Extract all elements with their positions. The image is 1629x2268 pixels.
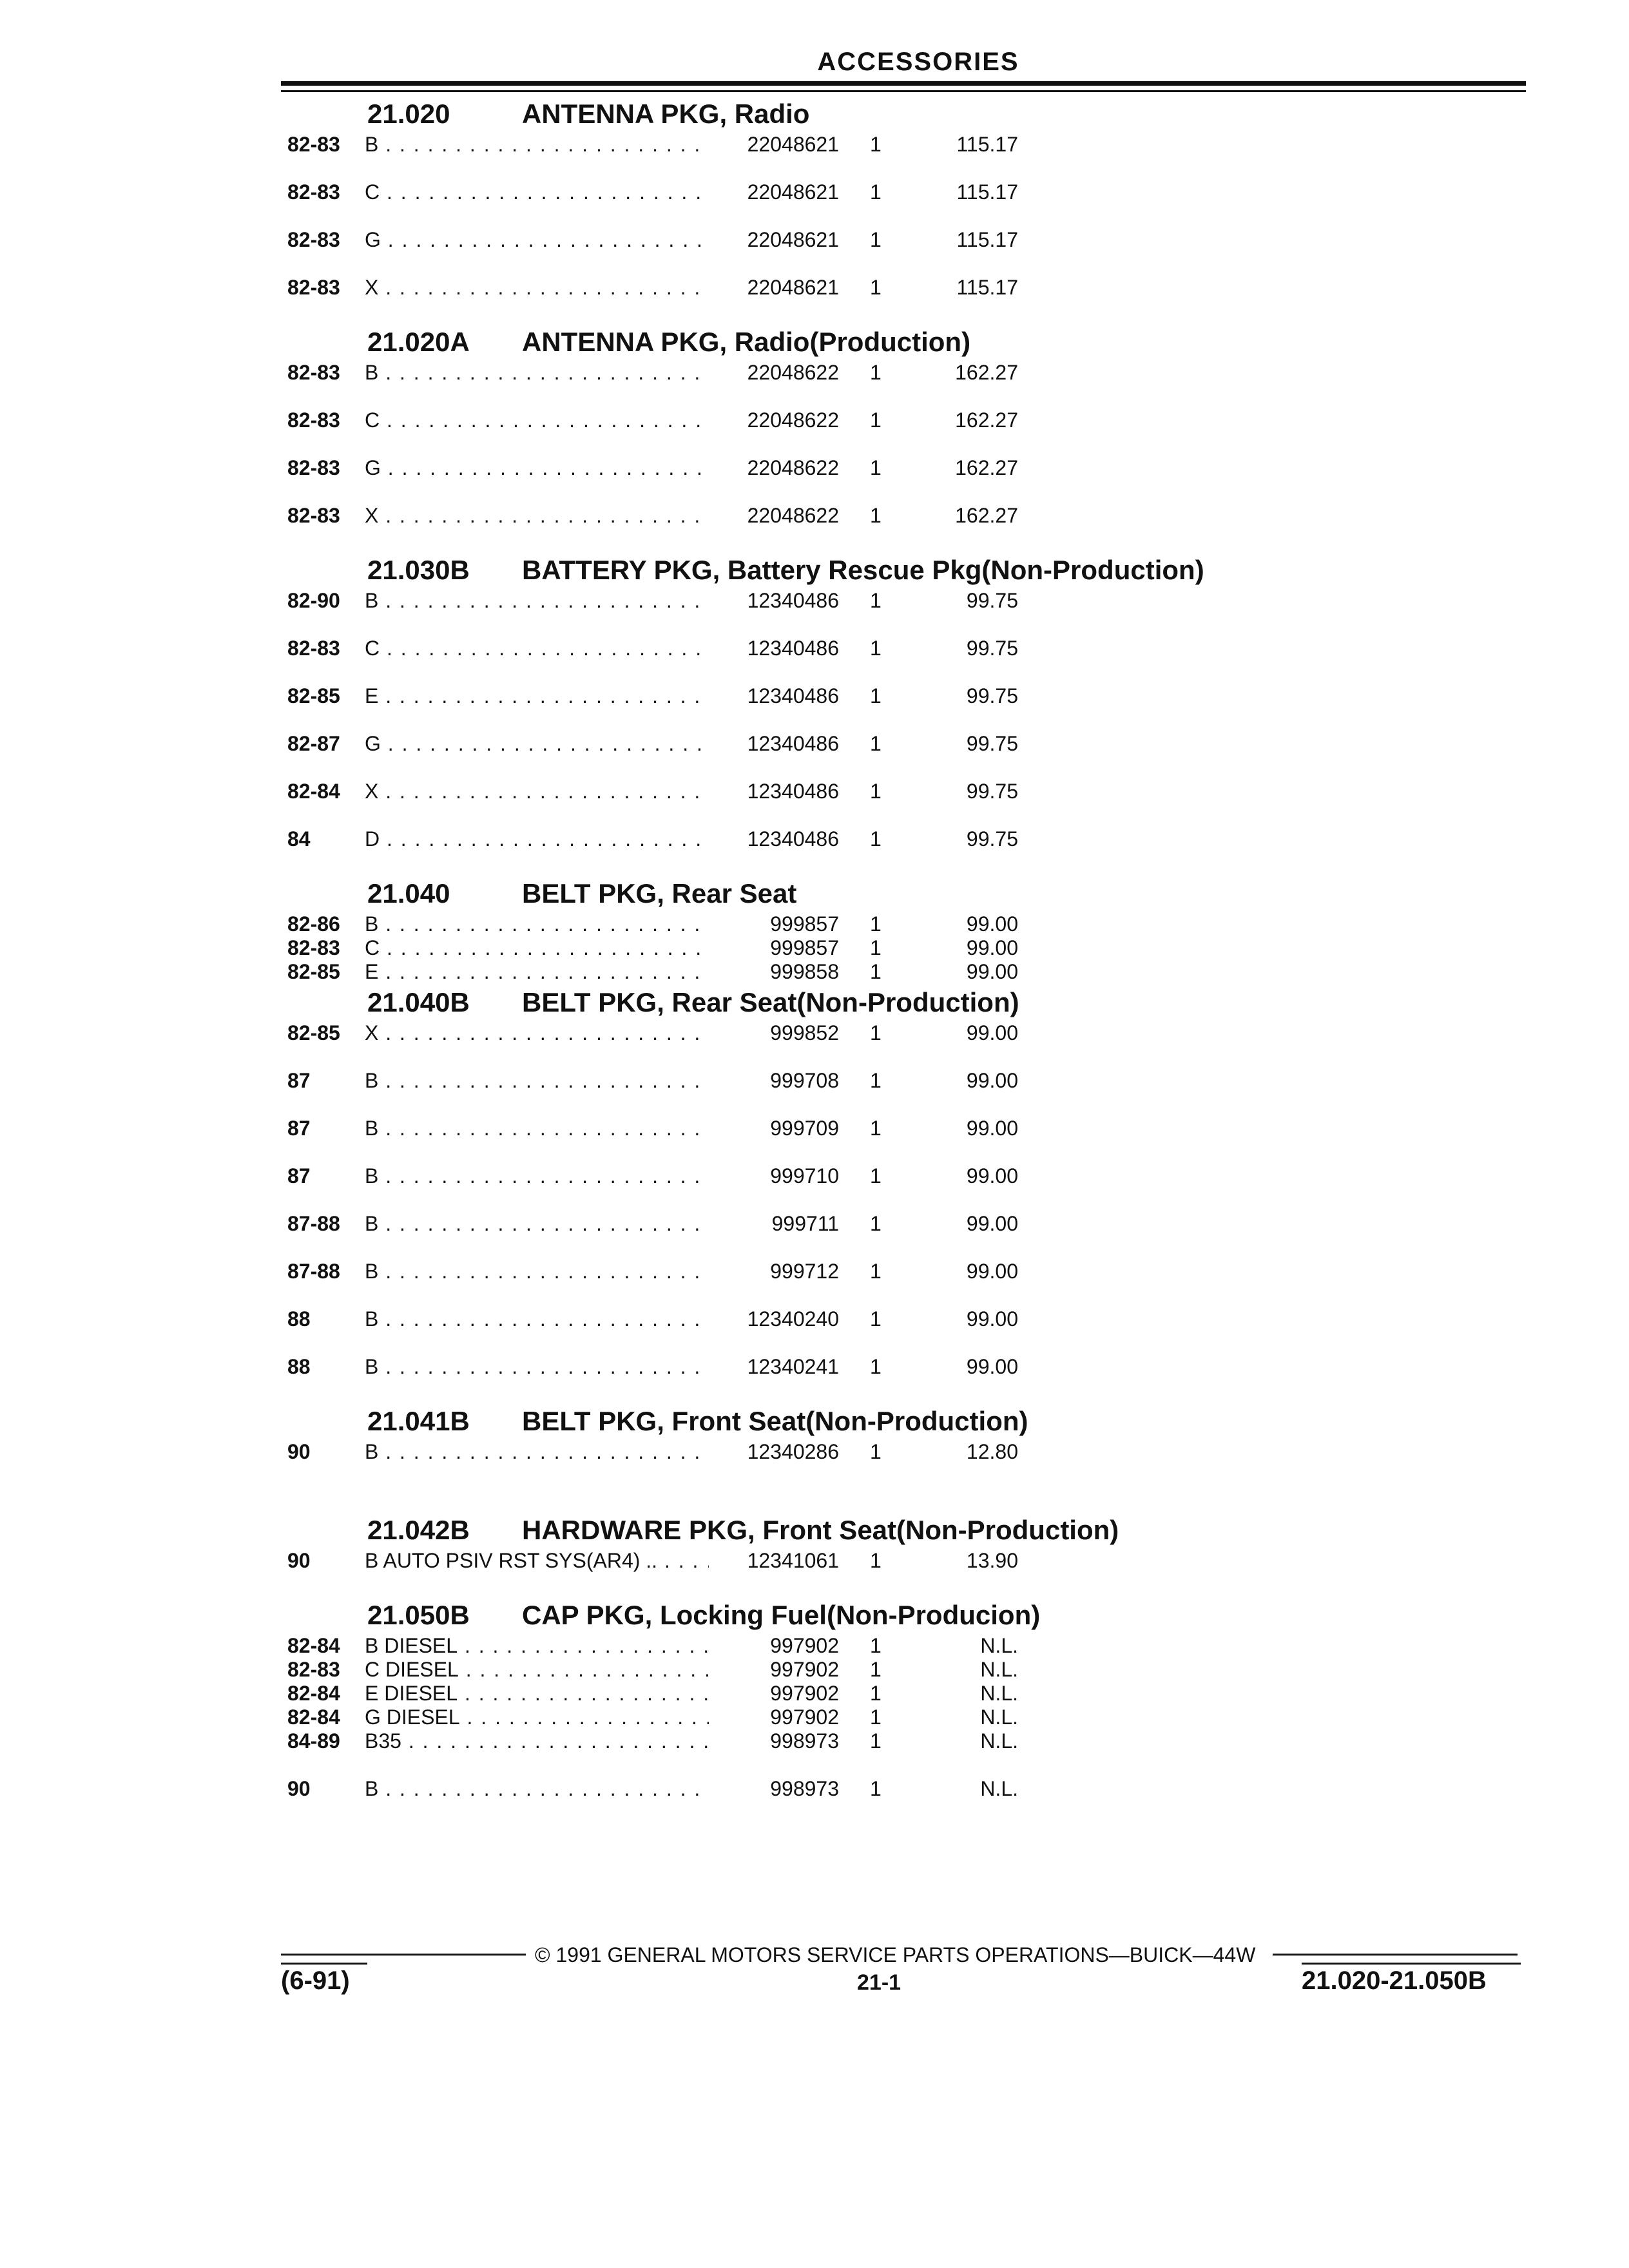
model-year: 82-87 (287, 732, 340, 755)
price: 99.75 (966, 780, 1018, 803)
table-row (0, 228, 1629, 276)
model-year: 87-88 (287, 1260, 340, 1283)
model-code: B . . . (365, 1777, 713, 1800)
section-title: ANTENNA PKG, Radio(Production) (522, 327, 971, 357)
model-year: 82-85 (287, 1021, 340, 1044)
quantity: 1 (870, 1260, 882, 1283)
table-row (0, 936, 1629, 960)
part-number: 22048622 (709, 408, 839, 432)
quantity: 1 (870, 1355, 882, 1378)
model-year: 82-84 (287, 1706, 340, 1729)
table-row (0, 504, 1629, 552)
footer-rule-left (281, 1954, 526, 1956)
model-code: C . . . (365, 936, 713, 959)
part-number: 12340486 (709, 732, 839, 755)
quantity: 1 (870, 1682, 882, 1705)
model-code: C . . . (365, 180, 713, 204)
model-code: C . . . (365, 637, 713, 660)
price: 99.00 (966, 1260, 1018, 1283)
quantity: 1 (870, 228, 882, 251)
quantity: 1 (870, 1069, 882, 1092)
part-number: 999710 (709, 1164, 839, 1187)
header-rule (281, 81, 1526, 86)
footer-underline-left (281, 1963, 367, 1965)
part-number: 12340486 (709, 684, 839, 707)
table-row (0, 637, 1629, 684)
part-number: 22048621 (709, 180, 839, 204)
quantity: 1 (870, 1021, 882, 1044)
price: 115.17 (956, 180, 1018, 204)
table-row (0, 1729, 1629, 1777)
price: 99.75 (966, 732, 1018, 755)
price: 162.27 (955, 408, 1018, 432)
part-number: 12340286 (709, 1440, 839, 1463)
model-code: G . . . (365, 732, 713, 755)
section-heading (367, 326, 970, 358)
model-year: 82-83 (287, 228, 340, 251)
part-number: 22048621 (709, 228, 839, 251)
model-code: X . . . (365, 780, 713, 803)
part-number: 12340240 (709, 1307, 839, 1331)
part-number: 997902 (709, 1634, 839, 1657)
table-row (0, 827, 1629, 875)
table-row (0, 589, 1629, 637)
model-code: B AUTO PSIV RST SYS(AR4) .. . . . (365, 1549, 713, 1572)
model-year: 88 (287, 1355, 311, 1378)
price: 99.00 (966, 912, 1018, 936)
quantity: 1 (870, 1164, 882, 1187)
quantity: 1 (870, 1777, 882, 1800)
model-year: 87 (287, 1069, 311, 1092)
table-row (0, 1117, 1629, 1164)
table-row (0, 1658, 1629, 1682)
part-number: 999857 (709, 912, 839, 936)
model-year: 84-89 (287, 1729, 340, 1753)
price: 115.17 (956, 276, 1018, 299)
price: 99.75 (966, 684, 1018, 707)
model-year: 90 (287, 1777, 311, 1800)
model-year: 82-83 (287, 1658, 340, 1681)
model-code: C DIESEL . . . (365, 1658, 713, 1681)
price: 99.00 (966, 936, 1018, 959)
table-row (0, 1549, 1629, 1597)
part-number: 22048621 (709, 276, 839, 299)
table-row (0, 780, 1629, 827)
part-number: 999712 (709, 1260, 839, 1283)
quantity: 1 (870, 732, 882, 755)
price: 99.00 (966, 1069, 1018, 1092)
quantity: 1 (870, 361, 882, 384)
quantity: 1 (870, 827, 882, 850)
page-title: ACCESSORIES (817, 48, 1019, 76)
price: N.L. (980, 1706, 1018, 1729)
footer-date: (6-91) (281, 1966, 350, 1995)
price: N.L. (980, 1729, 1018, 1753)
section-code: 21.041B (367, 1406, 470, 1436)
model-year: 82-83 (287, 504, 340, 527)
quantity: 1 (870, 1440, 882, 1463)
part-number: 997902 (709, 1706, 839, 1729)
model-year: 82-84 (287, 780, 340, 803)
table-row (0, 1355, 1629, 1403)
quantity: 1 (870, 504, 882, 527)
model-year: 82-83 (287, 408, 340, 432)
table-row (0, 456, 1629, 504)
model-code: B . . . (365, 1307, 713, 1331)
model-year: 87 (287, 1117, 311, 1140)
footer-underline-right (1302, 1963, 1521, 1965)
price: N.L. (980, 1682, 1018, 1705)
quantity: 1 (870, 1549, 882, 1572)
model-year: 82-83 (287, 180, 340, 204)
section-heading (367, 986, 1019, 1019)
part-number: 12340486 (709, 780, 839, 803)
price: 12.80 (966, 1440, 1018, 1463)
section-title: CAP PKG, Locking Fuel(Non-Producion) (522, 1600, 1041, 1630)
quantity: 1 (870, 1307, 882, 1331)
quantity: 1 (870, 1634, 882, 1657)
quantity: 1 (870, 637, 882, 660)
part-number: 999709 (709, 1117, 839, 1140)
section-code: 21.050B (367, 1600, 470, 1630)
model-year: 82-85 (287, 684, 340, 707)
model-code: E DIESEL . . . (365, 1682, 713, 1705)
part-number: 998973 (709, 1777, 839, 1800)
quantity: 1 (870, 1117, 882, 1140)
price: 162.27 (955, 361, 1018, 384)
price: 13.90 (966, 1549, 1018, 1572)
model-year: 84 (287, 827, 311, 850)
section-title: HARDWARE PKG, Front Seat(Non-Production) (522, 1515, 1119, 1545)
quantity: 1 (870, 456, 882, 479)
price: N.L. (980, 1777, 1018, 1800)
quantity: 1 (870, 780, 882, 803)
part-number: 22048621 (709, 133, 839, 156)
model-year: 90 (287, 1440, 311, 1463)
price: 99.00 (966, 1021, 1018, 1044)
model-year: 82-83 (287, 133, 340, 156)
model-year: 82-84 (287, 1634, 340, 1657)
model-year: 82-83 (287, 637, 340, 660)
section-heading (367, 98, 809, 130)
section-title: ANTENNA PKG, Radio (522, 99, 810, 129)
model-code: B . . . (365, 1260, 713, 1283)
price: 99.75 (966, 589, 1018, 612)
section-code: 21.040 (367, 878, 450, 908)
table-row (0, 1212, 1629, 1260)
footer-copyright: © 1991 GENERAL MOTORS SERVICE PARTS OPERATIONS—BUICK—44W (535, 1943, 1256, 1966)
quantity: 1 (870, 912, 882, 936)
model-code: B . . . (365, 1069, 713, 1092)
quantity: 1 (870, 1658, 882, 1681)
model-code: B . . . (365, 1355, 713, 1378)
model-code: X . . . (365, 504, 713, 527)
part-number: 997902 (709, 1658, 839, 1681)
price: 162.27 (955, 456, 1018, 479)
price: 99.00 (966, 1117, 1018, 1140)
quantity: 1 (870, 408, 882, 432)
section-code: 21.020A (367, 327, 470, 357)
model-code: B . . . (365, 1440, 713, 1463)
price: 99.00 (966, 1164, 1018, 1187)
quantity: 1 (870, 589, 882, 612)
table-row (0, 1440, 1629, 1512)
part-number: 22048622 (709, 456, 839, 479)
part-number: 12340486 (709, 589, 839, 612)
price: 99.00 (966, 1355, 1018, 1378)
model-code: D . . . (365, 827, 713, 850)
price: 115.17 (956, 133, 1018, 156)
footer-rule-right (1273, 1954, 1518, 1956)
model-code: B . . . (365, 1117, 713, 1140)
quantity: 1 (870, 1729, 882, 1753)
header-rule-thin (281, 90, 1526, 92)
part-number: 22048622 (709, 361, 839, 384)
price: 99.00 (966, 1212, 1018, 1235)
table-row (0, 1307, 1629, 1355)
part-number: 12340486 (709, 637, 839, 660)
model-year: 90 (287, 1549, 311, 1572)
table-row (0, 1682, 1629, 1706)
quantity: 1 (870, 1212, 882, 1235)
model-year: 82-90 (287, 589, 340, 612)
section-title: BELT PKG, Front Seat(Non-Production) (522, 1406, 1028, 1436)
model-code: B . . . (365, 1164, 713, 1187)
table-row (0, 180, 1629, 228)
quantity: 1 (870, 960, 882, 983)
model-code: G DIESEL . . . (365, 1706, 713, 1729)
table-row (0, 361, 1629, 408)
part-number: 999852 (709, 1021, 839, 1044)
quantity: 1 (870, 180, 882, 204)
model-code: G . . . (365, 456, 713, 479)
model-code: X . . . (365, 276, 713, 299)
model-year: 88 (287, 1307, 311, 1331)
table-row (0, 684, 1629, 732)
model-year: 82-86 (287, 912, 340, 936)
quantity: 1 (870, 684, 882, 707)
footer-section-range: 21.020-21.050B (1302, 1966, 1487, 1995)
model-code: E . . . (365, 684, 713, 707)
model-year: 87-88 (287, 1212, 340, 1235)
model-year: 87 (287, 1164, 311, 1187)
section-title: BELT PKG, Rear Seat (522, 878, 797, 908)
table-row (0, 408, 1629, 456)
model-year: 82-83 (287, 936, 340, 959)
model-code: B . . . (365, 133, 713, 156)
footer-page-number: 21-1 (857, 1970, 901, 1995)
model-code: C . . . (365, 408, 713, 432)
section-heading (367, 1514, 1119, 1546)
section-heading (367, 1599, 1040, 1631)
section-heading (367, 554, 1204, 586)
table-row (0, 1164, 1629, 1212)
quantity: 1 (870, 276, 882, 299)
part-number: 999858 (709, 960, 839, 983)
model-code: B . . . (365, 361, 713, 384)
price: 162.27 (955, 504, 1018, 527)
table-row (0, 1634, 1629, 1658)
part-number: 998973 (709, 1729, 839, 1753)
table-row (0, 276, 1629, 323)
table-row (0, 1021, 1629, 1069)
section-code: 21.020 (367, 99, 450, 129)
part-number: 997902 (709, 1682, 839, 1705)
model-year: 82-83 (287, 276, 340, 299)
table-row (0, 1260, 1629, 1307)
model-code: G . . . (365, 228, 713, 251)
model-code: B . . . (365, 912, 713, 936)
model-year: 82-83 (287, 456, 340, 479)
table-row (0, 133, 1629, 180)
table-row (0, 912, 1629, 936)
part-number: 999857 (709, 936, 839, 959)
model-year: 82-85 (287, 960, 340, 983)
price: 115.17 (956, 228, 1018, 251)
price: 99.00 (966, 960, 1018, 983)
section-code: 21.030B (367, 555, 470, 585)
table-row (0, 1706, 1629, 1729)
model-code: B35 . . . (365, 1729, 713, 1753)
quantity: 1 (870, 936, 882, 959)
table-row (0, 1777, 1629, 1849)
price: N.L. (980, 1634, 1018, 1657)
model-year: 82-83 (287, 361, 340, 384)
model-code: X . . . (365, 1021, 713, 1044)
section-code: 21.042B (367, 1515, 470, 1545)
section-title: BELT PKG, Rear Seat(Non-Production) (522, 987, 1019, 1017)
quantity: 1 (870, 1706, 882, 1729)
table-row (0, 960, 1629, 984)
part-number: 999711 (709, 1212, 839, 1235)
price: N.L. (980, 1658, 1018, 1681)
section-heading (367, 1405, 1028, 1437)
price: 99.75 (966, 637, 1018, 660)
model-year: 82-84 (287, 1682, 340, 1705)
section-heading (367, 878, 796, 910)
part-number: 12340486 (709, 827, 839, 850)
table-row (0, 1069, 1629, 1117)
section-title: BATTERY PKG, Battery Rescue Pkg(Non-Production) (522, 555, 1204, 585)
part-number: 22048622 (709, 504, 839, 527)
model-code: B . . . (365, 1212, 713, 1235)
part-number: 12341061 (709, 1549, 839, 1572)
model-code: E . . . (365, 960, 713, 983)
part-number: 999708 (709, 1069, 839, 1092)
quantity: 1 (870, 133, 882, 156)
price: 99.75 (966, 827, 1018, 850)
section-code: 21.040B (367, 987, 470, 1017)
part-number: 12340241 (709, 1355, 839, 1378)
model-code: B DIESEL . . . (365, 1634, 713, 1657)
table-row (0, 732, 1629, 780)
model-code: B . . . (365, 589, 713, 612)
price: 99.00 (966, 1307, 1018, 1331)
